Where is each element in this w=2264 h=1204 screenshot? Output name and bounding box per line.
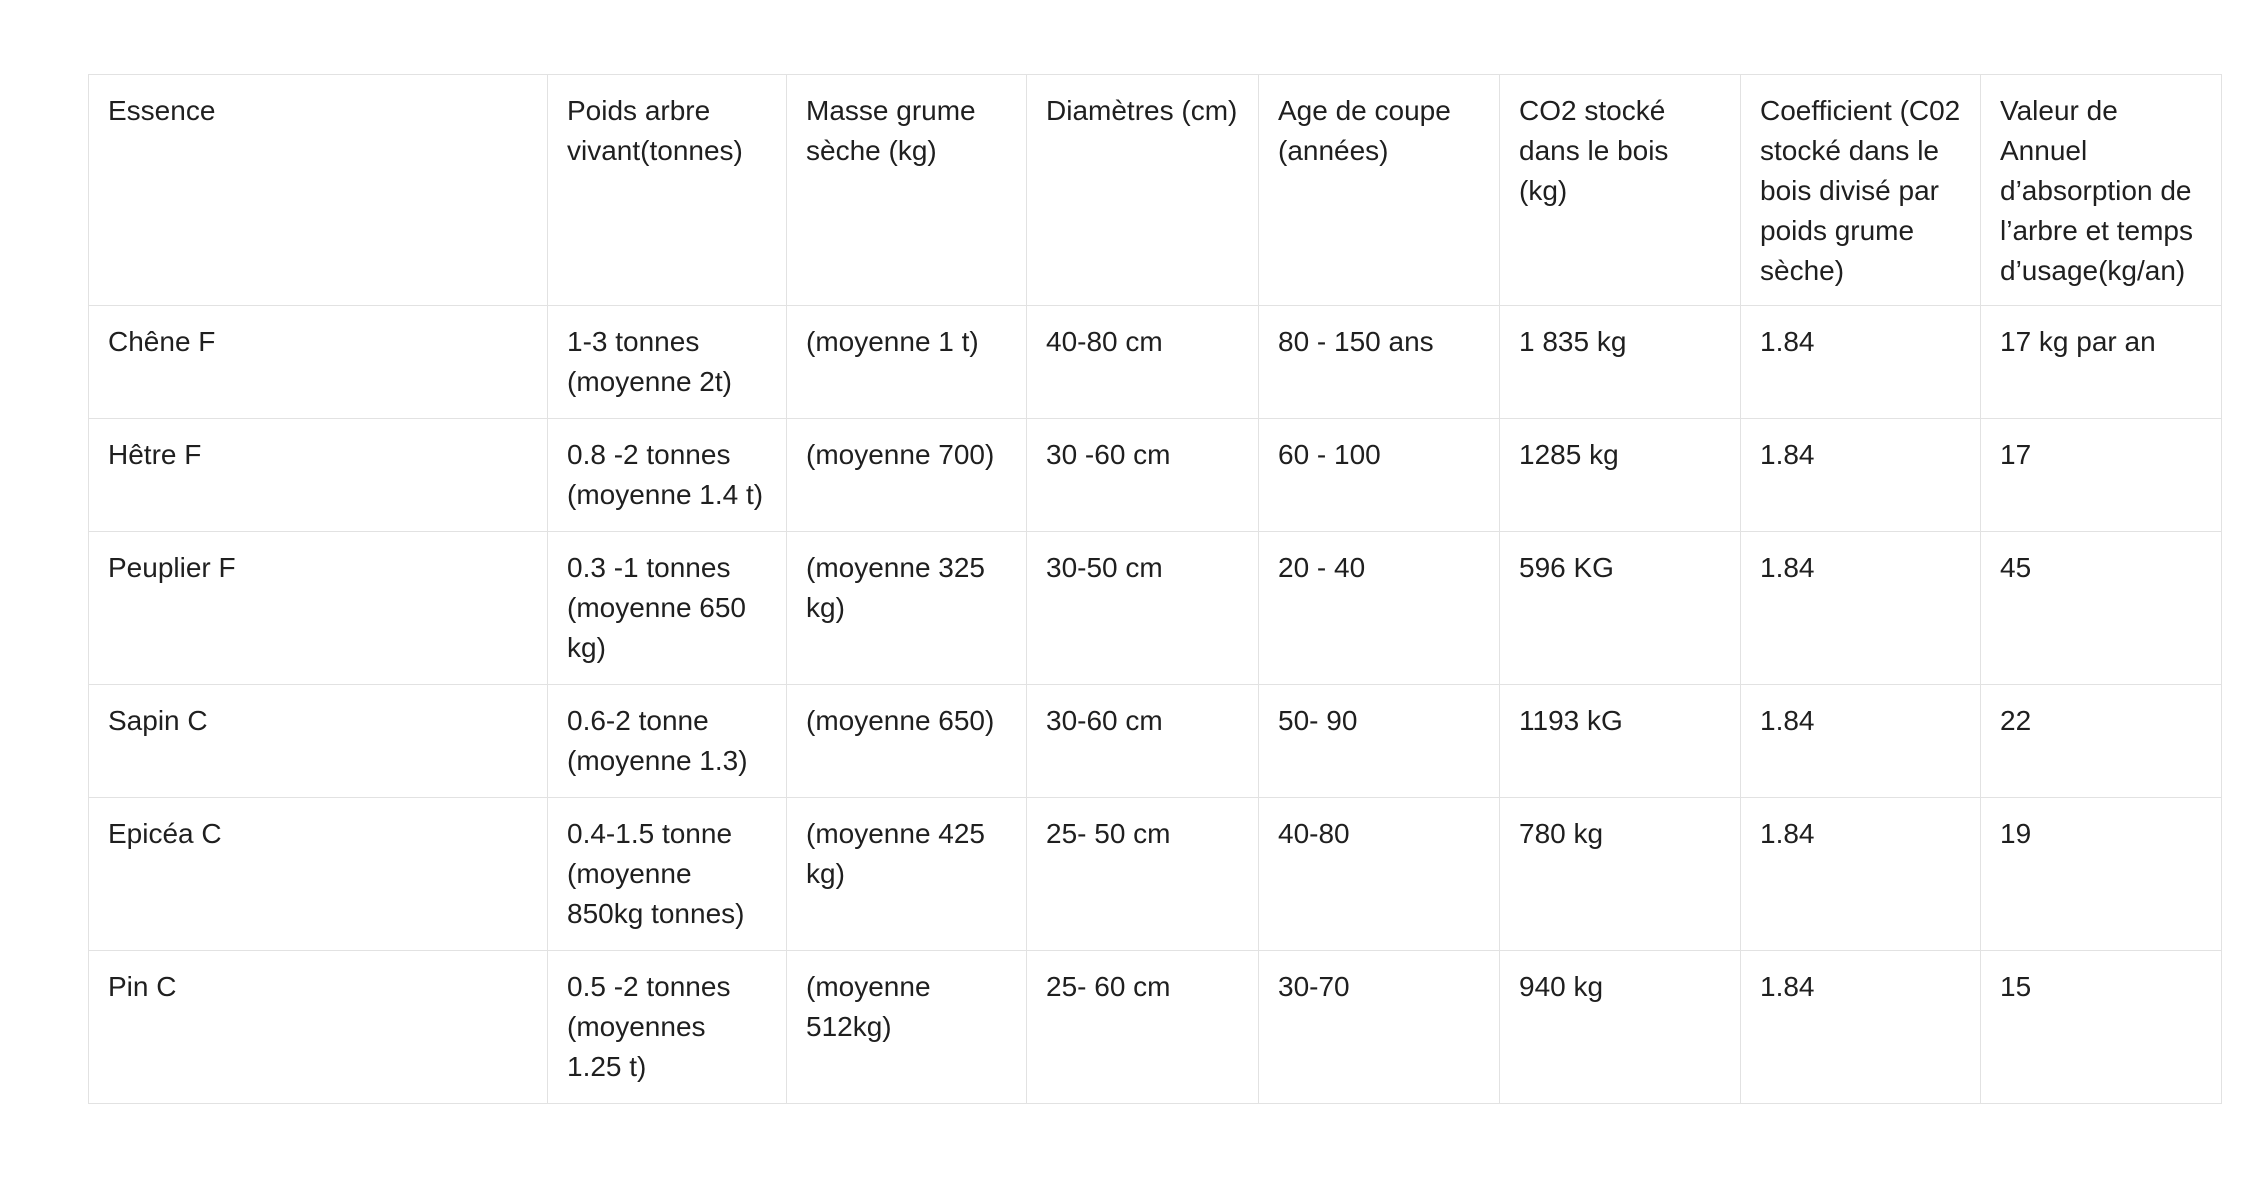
cell-valeur-annuel: 15	[1981, 951, 2222, 1104]
cell-age-coupe: 30-70	[1259, 951, 1500, 1104]
cell-coefficient: 1.84	[1741, 951, 1981, 1104]
cell-essence: Epicéa C	[89, 798, 548, 951]
cell-masse-grume: (moyenne 1 t)	[787, 306, 1027, 419]
cell-co2-stocke: 780 kg	[1500, 798, 1741, 951]
header-diametres: Diamètres (cm)	[1027, 75, 1259, 306]
cell-diametres: 30-50 cm	[1027, 532, 1259, 685]
header-masse-grume: Masse grume sèche (kg)	[787, 75, 1027, 306]
table-row	[89, 419, 2222, 532]
cell-valeur-annuel: 17 kg par an	[1981, 306, 2222, 419]
cell-coefficient: 1.84	[1741, 306, 1981, 419]
header-valeur-annuel: Valeur de Annuel d’absorption de l’arbre et temps d’usage(kg/an)	[1981, 75, 2222, 306]
cell-essence: Hêtre F	[89, 419, 548, 532]
header-poids-arbre: Poids arbre vivant(tonnes)	[548, 75, 787, 306]
cell-valeur-annuel: 22	[1981, 685, 2222, 798]
cell-masse-grume: (moyenne 325 kg)	[787, 532, 1027, 685]
table-row	[89, 306, 2222, 419]
cell-co2-stocke: 940 kg	[1500, 951, 1741, 1104]
cell-masse-grume: (moyenne 650)	[787, 685, 1027, 798]
cell-diametres: 40-80 cm	[1027, 306, 1259, 419]
header-co2-stocke: CO2 stocké dans le bois (kg)	[1500, 75, 1741, 306]
cell-masse-grume: (moyenne 700)	[787, 419, 1027, 532]
cell-age-coupe: 20 - 40	[1259, 532, 1500, 685]
cell-diametres: 25- 50 cm	[1027, 798, 1259, 951]
header-coefficient: Coefficient (C02 stocké dans le bois divisé par poids grume sèche)	[1741, 75, 1981, 306]
cell-age-coupe: 60 - 100	[1259, 419, 1500, 532]
cell-poids-arbre: 0.5 -2 tonnes (moyennes 1.25 t)	[548, 951, 787, 1104]
cell-masse-grume: (moyenne 512kg)	[787, 951, 1027, 1104]
cell-valeur-annuel: 45	[1981, 532, 2222, 685]
cell-age-coupe: 80 - 150 ans	[1259, 306, 1500, 419]
cell-co2-stocke: 1 835 kg	[1500, 306, 1741, 419]
cell-essence: Chêne F	[89, 306, 548, 419]
table-row	[89, 798, 2222, 951]
cell-valeur-annuel: 17	[1981, 419, 2222, 532]
cell-poids-arbre: 0.8 -2 tonnes (moyenne 1.4 t)	[548, 419, 787, 532]
cell-poids-arbre: 0.3 -1 tonnes (moyenne 650 kg)	[548, 532, 787, 685]
table-row	[89, 532, 2222, 685]
cell-co2-stocke: 1193 kG	[1500, 685, 1741, 798]
header-age-coupe: Age de coupe (années)	[1259, 75, 1500, 306]
table-row	[89, 685, 2222, 798]
tree-co2-table	[88, 74, 2222, 1104]
cell-co2-stocke: 1285 kg	[1500, 419, 1741, 532]
cell-age-coupe: 40-80	[1259, 798, 1500, 951]
cell-age-coupe: 50- 90	[1259, 685, 1500, 798]
cell-valeur-annuel: 19	[1981, 798, 2222, 951]
cell-coefficient: 1.84	[1741, 685, 1981, 798]
cell-poids-arbre: 1-3 tonnes (moyenne 2t)	[548, 306, 787, 419]
table-header-row	[89, 75, 2222, 306]
cell-coefficient: 1.84	[1741, 532, 1981, 685]
cell-essence: Pin C	[89, 951, 548, 1104]
table-row	[89, 951, 2222, 1104]
cell-diametres: 25- 60 cm	[1027, 951, 1259, 1104]
header-essence: Essence	[89, 75, 548, 306]
data-table-container	[88, 74, 2221, 1104]
cell-poids-arbre: 0.4-1.5 tonne (moyenne 850kg tonnes)	[548, 798, 787, 951]
cell-co2-stocke: 596 KG	[1500, 532, 1741, 685]
cell-essence: Sapin C	[89, 685, 548, 798]
cell-masse-grume: (moyenne 425 kg)	[787, 798, 1027, 951]
cell-essence: Peuplier F	[89, 532, 548, 685]
cell-poids-arbre: 0.6-2 tonne (moyenne 1.3)	[548, 685, 787, 798]
cell-coefficient: 1.84	[1741, 419, 1981, 532]
cell-diametres: 30 -60 cm	[1027, 419, 1259, 532]
cell-coefficient: 1.84	[1741, 798, 1981, 951]
cell-diametres: 30-60 cm	[1027, 685, 1259, 798]
